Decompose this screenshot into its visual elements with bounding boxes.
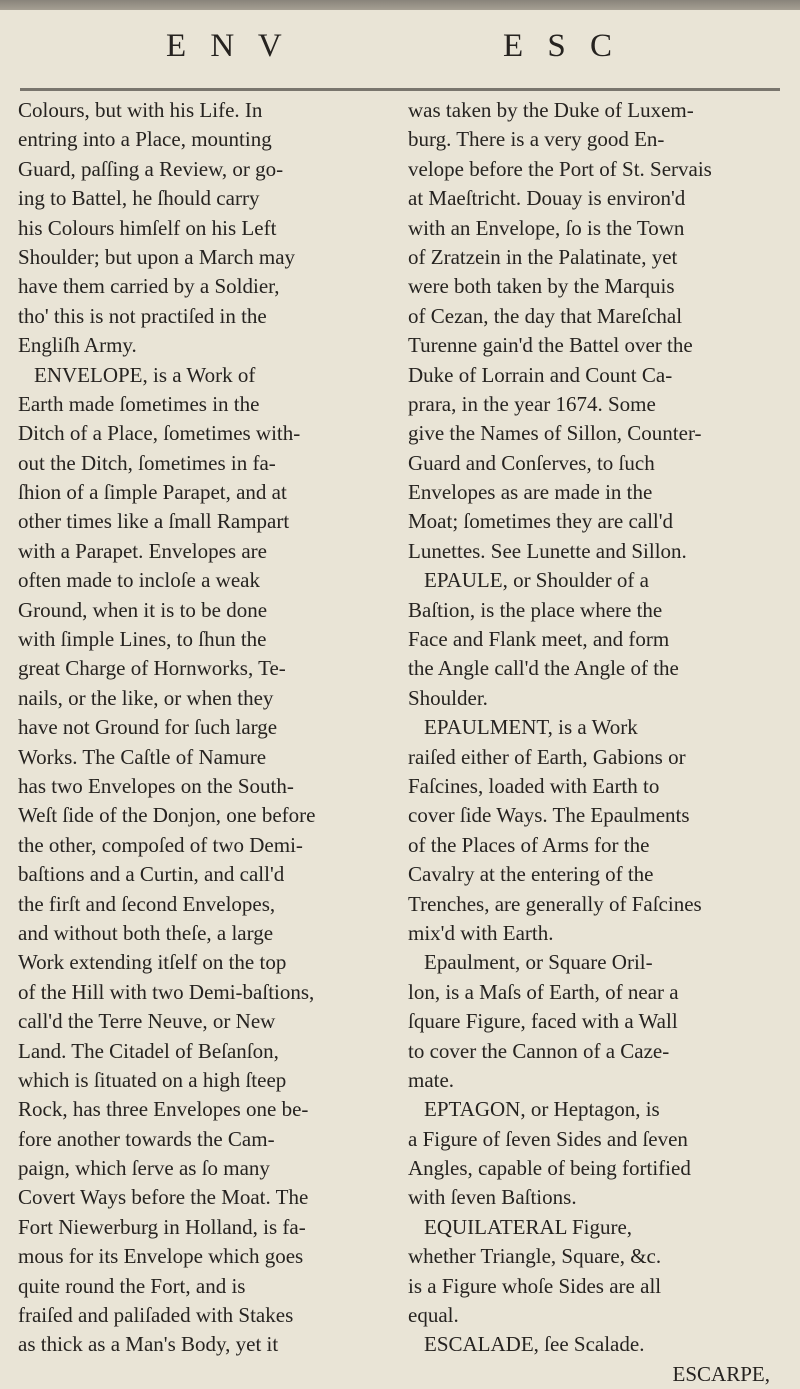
text-line: with ſeven Baſtions. [408,1185,577,1210]
text-line: paign, which ſerve as ſo many [18,1156,270,1181]
text-line: EQUILATERAL Figure, [424,1214,633,1239]
text-line: ESCALADE, ſee Scalade. [424,1332,645,1357]
text-line: ing to Battel, he ſhould carry [18,186,260,211]
text-line: to cover the Cannon of a Caze- [408,1038,670,1063]
text-line: with ſimple Lines, to ſhun the [18,627,267,652]
text-line: is a Figure whoſe Sides are all [408,1273,662,1298]
right-column [408,96,778,1389]
text-line: Turenne gain'd the Battel over the [408,333,693,358]
text-line: Ditch of a Place, ſometimes with- [18,421,301,446]
text-line: burg. There is a very good En- [408,127,665,152]
text-line: lon, is a Maſs of Earth, of near a [408,979,679,1004]
text-line: Moat; ſometimes they are call'd [408,509,674,534]
text-line: give the Names of Sillon, Counter- [408,421,702,446]
text-line: a Figure of ſeven Sides and ſeven [408,1126,688,1151]
text-line: nails, or the like, or when they [18,685,274,710]
text-line: Fort Niewerburg in Holland, is fa- [18,1214,306,1239]
text-line: great Charge of Hornworks, Te- [18,656,286,681]
text-line: out the Ditch, ſometimes in fa- [18,450,276,475]
text-line: of Zratzein in the Palatinate, yet [408,244,678,269]
running-header [0,20,800,70]
text-line: Rock, has three Envelopes one be- [18,1097,309,1122]
text-line: the other, compoſed of two Demi- [18,832,303,857]
text-line: equal. [408,1303,459,1328]
text-line: have them carried by a Soldier, [18,274,280,299]
text-line: Covert Ways before the Moat. The [18,1185,309,1210]
text-line: Guard, paſſing a Review, or go- [18,156,284,181]
header-right: E S C [503,28,621,64]
text-line: cover ſide Ways. The Epaulments [408,803,690,828]
text-line: ſhion of a ſimple Parapet, and at [18,480,287,505]
text-line: Shoulder; but upon a March may [18,244,296,269]
left-column [18,96,388,1360]
text-line: Face and Flank meet, and form [408,627,670,652]
text-line: has two Envelopes on the South- [18,773,294,798]
text-line: Cavalry at the entering of the [408,862,654,887]
text-line: tho' this is not practiſed in the [18,303,267,328]
text-line: was taken by the Duke of Luxem- [408,98,694,122]
text-line: Guard and Conſerves, to ſuch [408,450,655,475]
header-left: E N V [166,28,290,64]
text-line: Work extending itſelf on the top [18,950,287,975]
text-line: prara, in the year 1674. Some [408,391,656,416]
text-line: velope before the Port of St. Servais [408,156,712,181]
text-line: Weſt ſide of the Donjon, one before [18,803,316,828]
text-line: Ground, when it is to be done [18,597,268,622]
text-line: EPTAGON, or Heptagon, is [424,1097,660,1122]
text-line: as thick as a Man's Body, yet it [18,1332,279,1357]
text-line: often made to incloſe a weak [18,568,260,593]
text-line: ENVELOPE, is a Work of [34,362,256,387]
text-line: Faſcines, loaded with Earth to [408,773,660,798]
text-line: quite round the Fort, and is [18,1273,246,1298]
text-line: at Maeſtricht. Douay is environ'd [408,186,686,211]
text-line: Duke of Lorrain and Count Ca- [408,362,673,387]
text-line: Epaulment, or Square Oril- [424,950,653,975]
text-line: of the Hill with two Demi-baſtions, [18,979,315,1004]
text-line: other times like a ſmall Rampart [18,509,290,534]
text-line: with a Parapet. Envelopes are [18,538,267,563]
text-line: fraiſed and paliſaded with Stakes [18,1303,294,1328]
text-line: call'd the Terre Neuve, or New [18,1009,276,1034]
text-line: which is ſituated on a high ſteep [18,1067,287,1092]
text-line: fore another towards the Cam- [18,1126,275,1151]
page-top-edge [0,0,800,10]
text-line: with an Envelope, ſo is the Town [408,215,685,240]
text-line: ſquare Figure, faced with a Wall [408,1009,678,1034]
text-line: Works. The Caſtle of Namure [18,744,267,769]
text-line: entring into a Place, mounting [18,127,272,152]
text-line: mix'd with Earth. [408,920,554,945]
text-line: ESCARPE, [672,1361,770,1386]
text-line: his Colours himſelf on his Left [18,215,277,240]
header-rule [20,88,780,91]
text-line: the firſt and ſecond Envelopes, [18,891,276,916]
text-line: Earth made ſometimes in the [18,391,260,416]
text-line: Colours, but with his Life. In [18,98,263,122]
text-line: Shoulder. [408,685,488,710]
text-line: mate. [408,1067,455,1092]
text-line: whether Triangle, Square, &c. [408,1244,662,1269]
text-line: the Angle call'd the Angle of the [408,656,679,681]
text-line: and without both theſe, a large [18,920,274,945]
text-line: baſtions and a Curtin, and call'd [18,862,285,887]
text-line: mous for its Envelope which goes [18,1244,304,1269]
text-line: Angles, capable of being fortified [408,1156,691,1181]
text-line: Land. The Citadel of Beſanſon, [18,1038,279,1063]
text-line: EPAULE, or Shoulder of a [424,568,649,593]
text-line: Envelopes as are made in the [408,480,653,505]
text-line: Baſtion, is the place where the [408,597,663,622]
text-line: of the Places of Arms for the [408,832,650,857]
text-line: have not Ground for ſuch large [18,715,278,740]
text-line: Engliſh Army. [18,333,137,358]
text-line: Lunettes. See Lunette and Sillon. [408,538,687,563]
text-line: EPAULMENT, is a Work [424,715,638,740]
text-line: Trenches, are generally of Faſcines [408,891,702,916]
text-line: were both taken by the Marquis [408,274,675,299]
text-line: of Cezan, the day that Mareſchal [408,303,683,328]
text-line: raiſed either of Earth, Gabions or [408,744,686,769]
